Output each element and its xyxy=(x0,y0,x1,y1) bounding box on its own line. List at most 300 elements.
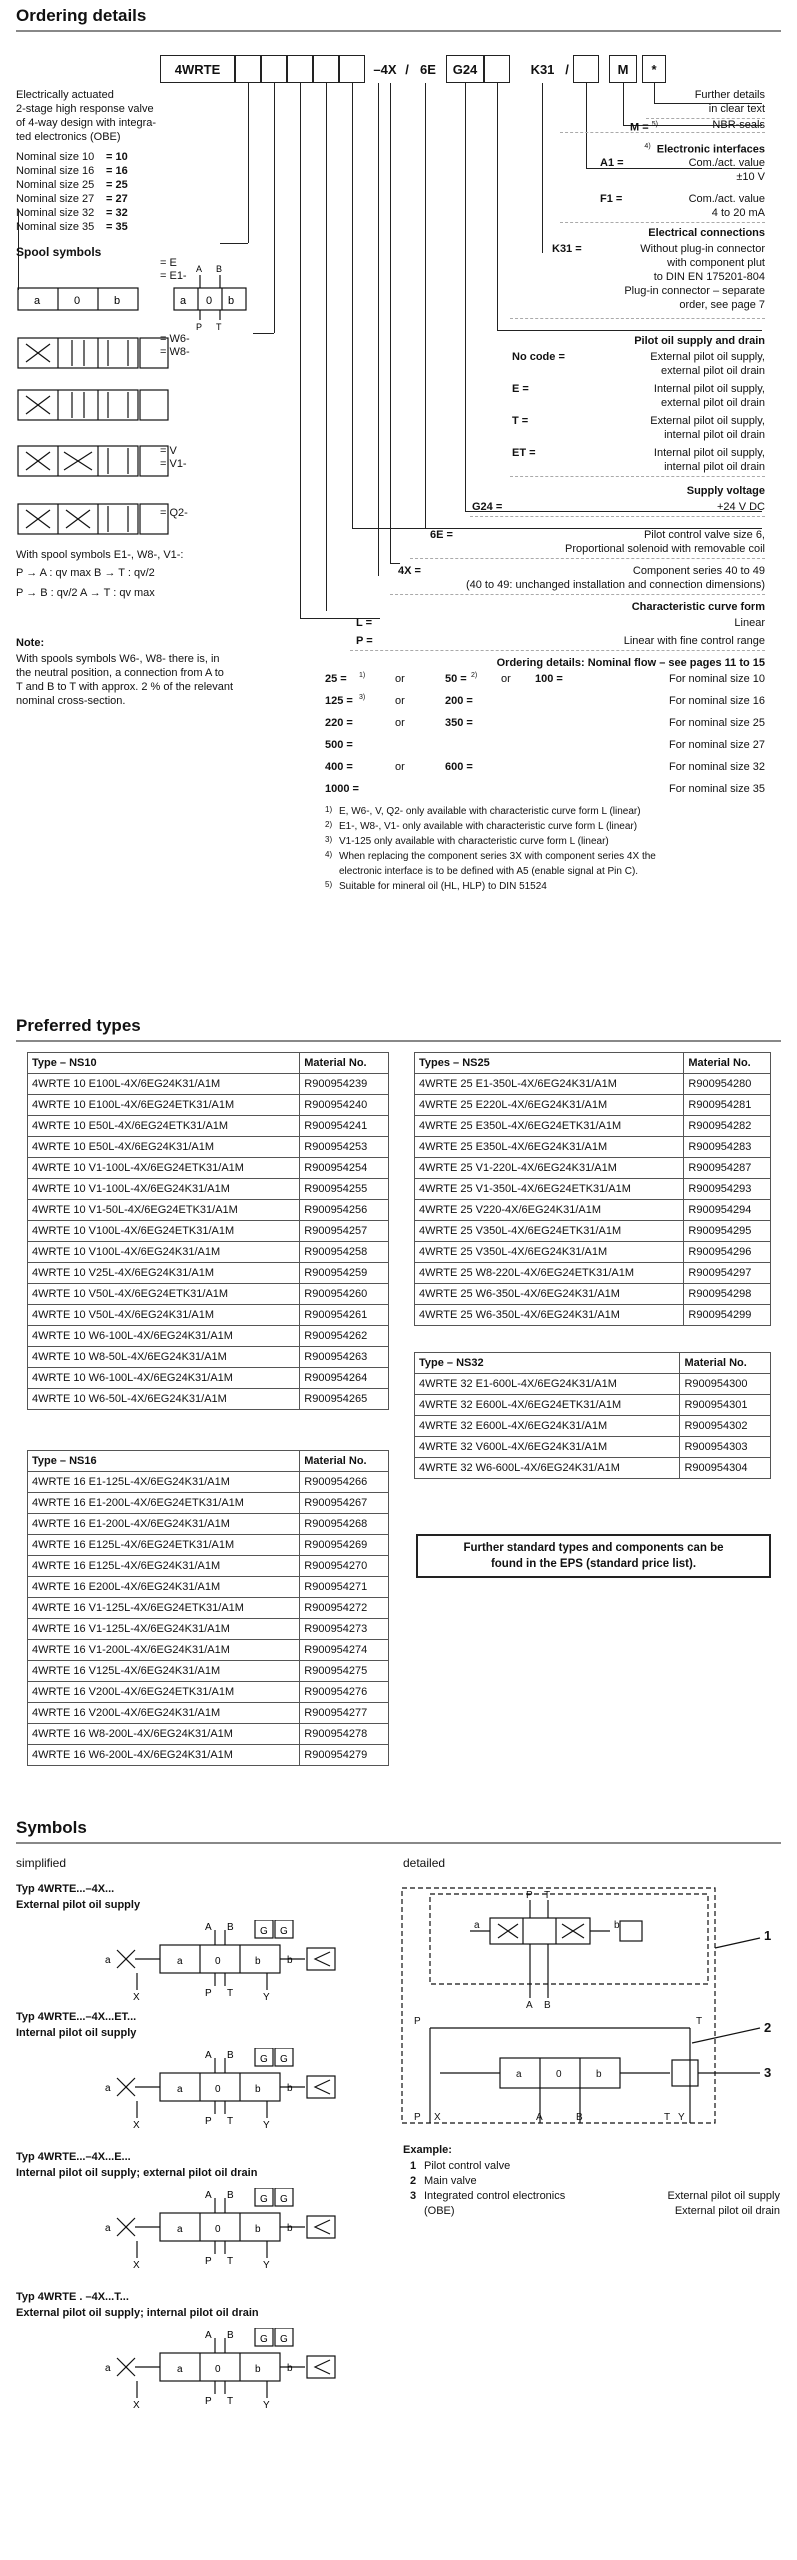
m-value: NBR-seals xyxy=(712,119,765,131)
table-ns25 xyxy=(414,1052,771,1326)
further-note-line: found in the EPS (standard price list). xyxy=(490,1558,697,1570)
type-cell: 4WRTE 10 W6-100L-4X/6EG24K31/A1M xyxy=(28,1368,300,1389)
material-cell: R900954271 xyxy=(300,1577,389,1598)
type-cell: 4WRTE 10 V1-100L-4X/6EG24K31/A1M xyxy=(28,1179,300,1200)
valve-label-a: a xyxy=(177,2084,183,2095)
callout-2: 2 xyxy=(764,2020,772,2035)
intro-line: of 4-way design with integra- xyxy=(16,117,157,129)
material-cell: R900954253 xyxy=(300,1137,389,1158)
p-value: Linear with fine control range xyxy=(623,635,765,647)
code-series: –4X xyxy=(373,61,397,77)
table-row xyxy=(28,1724,389,1745)
material-cell: R900954265 xyxy=(300,1389,389,1410)
symbol-typ: Typ 4WRTE...–4X... xyxy=(16,1883,115,1895)
footnote xyxy=(325,849,775,864)
e-line: external pilot oil drain xyxy=(661,397,765,409)
spool-symbols-diagram xyxy=(16,260,256,560)
table-row xyxy=(28,1326,389,1347)
table-row xyxy=(28,1263,389,1284)
table-row xyxy=(28,1640,389,1661)
preferred-title: Preferred types xyxy=(16,1016,141,1035)
example-item xyxy=(410,2189,780,2204)
type-cell: 4WRTE 10 W6-100L-4X/6EG24K31/A1M xyxy=(28,1326,300,1347)
material-cell: R900954300 xyxy=(680,1374,771,1395)
size-label: Nominal size 25 xyxy=(16,179,95,191)
example-right: External pilot oil supply xyxy=(667,2190,780,2202)
table-header-cell: Material No. xyxy=(300,1451,389,1472)
valve-label-Y: Y xyxy=(263,1992,270,2000)
example-number: 3 xyxy=(410,2190,417,2202)
type-cell: 4WRTE 16 E1-200L-4X/6EG24K31/A1M xyxy=(28,1514,300,1535)
6e-line: Pilot control valve size 6, xyxy=(643,529,765,541)
type-cell: 4WRTE 16 W8-200L-4X/6EG24K31/A1M xyxy=(28,1724,300,1745)
valve-label-a: a xyxy=(105,2223,111,2234)
note-line: With spools symbols W6-, W8- there is, in xyxy=(16,653,220,665)
type-cell: 4WRTE 25 V1-350L-4X/6EG24ETK31/A1M xyxy=(415,1179,684,1200)
m-code-sup: 5) xyxy=(651,121,658,128)
valve-label-zero: 0 xyxy=(215,2084,221,2095)
l-code: L = xyxy=(356,617,373,629)
material-cell: R900954277 xyxy=(300,1703,389,1724)
table-row xyxy=(28,1682,389,1703)
valve-label-T: T xyxy=(227,2116,234,2127)
material-cell: R900954266 xyxy=(300,1472,389,1493)
footnote xyxy=(325,819,775,834)
flow-value: For nominal size 25 xyxy=(669,717,765,729)
type-cell: 4WRTE 32 E1-600L-4X/6EG24K31/A1M xyxy=(415,1374,680,1395)
type-cell: 4WRTE 16 V125L-4X/6EG24K31/A1M xyxy=(28,1661,300,1682)
type-cell: 4WRTE 16 V200L-4X/6EG24ETK31/A1M xyxy=(28,1682,300,1703)
spool-code: = E1- xyxy=(160,270,187,282)
code-slash: / xyxy=(405,61,409,77)
et-value xyxy=(600,446,765,474)
port-t-label: T xyxy=(216,322,222,332)
table-row xyxy=(415,1263,771,1284)
valve-label-P: P xyxy=(205,1988,212,1999)
code-slot xyxy=(339,55,365,83)
table-row xyxy=(415,1200,771,1221)
note-line: nominal cross-section. xyxy=(16,695,126,707)
det-port-t3: T xyxy=(664,2112,671,2123)
flow-b_sup: 2) xyxy=(471,672,478,679)
nominal-size-row xyxy=(16,164,256,178)
valve-label-G: G xyxy=(280,1926,288,1937)
k31-line: Plug-in connector – separate xyxy=(624,285,765,297)
type-cell: 4WRTE 32 V600L-4X/6EG24K31/A1M xyxy=(415,1437,680,1458)
nominal-flow-row xyxy=(325,672,765,694)
valve-label-a: a xyxy=(105,2363,111,2374)
valve-label-G: G xyxy=(260,2194,268,2205)
6e-line: Proportional solenoid with removable coil xyxy=(565,543,765,555)
divider xyxy=(350,650,765,651)
flow-a: 400 = xyxy=(325,761,353,773)
valve-label-G: G xyxy=(280,2054,288,2065)
flow-b: 200 = xyxy=(445,695,473,707)
valve-label-zero: 0 xyxy=(215,1956,221,1967)
flow-a_sup: 1) xyxy=(359,672,366,679)
detailed-label: detailed xyxy=(403,1856,446,1870)
nominal-size-row xyxy=(16,220,256,234)
material-cell: R900954283 xyxy=(684,1137,771,1158)
nominal-flow-row xyxy=(325,782,765,804)
further-line: in clear text xyxy=(708,103,765,115)
material-cell: R900954256 xyxy=(300,1200,389,1221)
spool-code: = W6- xyxy=(160,333,190,345)
table-row xyxy=(28,1703,389,1724)
divider xyxy=(16,1842,781,1844)
spool-note: With spool symbols E1-, W8-, V1-: xyxy=(16,549,184,561)
type-cell: 4WRTE 16 E200L-4X/6EG24K31/A1M xyxy=(28,1577,300,1598)
valve-symbol xyxy=(75,2188,355,2268)
example-text: Integrated control electronics xyxy=(424,2190,566,2202)
flow-or1: or xyxy=(395,761,405,773)
table-row xyxy=(28,1242,389,1263)
detailed-symbol-diagram xyxy=(400,1878,790,2138)
nominal-flow-row xyxy=(325,738,765,760)
code-slot xyxy=(287,55,313,83)
flow-a: 220 = xyxy=(325,717,353,729)
callout-3: 3 xyxy=(764,2065,772,2080)
code-k31: K31 xyxy=(530,61,555,77)
code-slot xyxy=(261,55,287,83)
size-value: = 25 xyxy=(106,179,128,191)
symbols-title: Symbols xyxy=(16,1818,87,1837)
det-spool-a: a xyxy=(516,2069,522,2080)
6e-value xyxy=(480,528,765,556)
type-cell: 4WRTE 10 E100L-4X/6EG24ETK31/A1M xyxy=(28,1095,300,1116)
table-header-row xyxy=(28,1451,389,1472)
type-cell: 4WRTE 25 V220-4X/6EG24K31/A1M xyxy=(415,1200,684,1221)
type-cell: 4WRTE 32 E600L-4X/6EG24K31/A1M xyxy=(415,1416,680,1437)
cc-title: Characteristic curve form xyxy=(631,601,765,613)
symbol-typ: Typ 4WRTE...–4X...E... xyxy=(16,2151,131,2163)
example-item xyxy=(410,2159,780,2174)
footnote xyxy=(325,834,775,849)
nominal-flow-row xyxy=(325,716,765,738)
det-port-a: A xyxy=(526,2000,533,2011)
type-cell: 4WRTE 16 W6-200L-4X/6EG24K31/A1M xyxy=(28,1745,300,1766)
type-cell: 4WRTE 25 V350L-4X/6EG24ETK31/A1M xyxy=(415,1221,684,1242)
type-cell: 4WRTE 10 W6-50L-4X/6EG24K31/A1M xyxy=(28,1389,300,1410)
f1-line: Com./act. value xyxy=(688,193,765,205)
a1-value xyxy=(640,156,765,184)
example-item xyxy=(410,2174,780,2189)
table-row xyxy=(415,1116,771,1137)
valve-label-B: B xyxy=(227,2330,234,2341)
type-cell: 4WRTE 16 V1-125L-4X/6EG24ETK31/A1M xyxy=(28,1598,300,1619)
valve-label-X: X xyxy=(133,2400,140,2408)
example-text: (OBE) xyxy=(424,2205,455,2217)
code-slot xyxy=(484,55,510,83)
material-cell: R900954258 xyxy=(300,1242,389,1263)
note-line: the neutral position, a connection from A to xyxy=(16,667,224,679)
nocode-code: No code = xyxy=(512,351,565,363)
footnote-number: 2) xyxy=(325,820,333,829)
valve-label-a: a xyxy=(105,2083,111,2094)
k31-code: K31 = xyxy=(552,243,582,255)
nocode-value xyxy=(600,350,765,378)
table-row xyxy=(415,1179,771,1200)
det-port-b2: B xyxy=(576,2112,583,2123)
table-header-cell: Type – NS16 xyxy=(28,1451,300,1472)
material-cell: R900954262 xyxy=(300,1326,389,1347)
type-cell: 4WRTE 10 E50L-4X/6EG24ETK31/A1M xyxy=(28,1116,300,1137)
size-value: = 35 xyxy=(106,221,128,233)
table-header-cell: Material No. xyxy=(300,1053,389,1074)
table-row xyxy=(28,1200,389,1221)
a1-line: Com./act. value xyxy=(688,157,765,169)
det-label-a: a xyxy=(474,1920,480,1931)
table-row xyxy=(28,1745,389,1766)
example-number: 2 xyxy=(410,2175,417,2187)
spool-code: = Q2- xyxy=(160,507,188,519)
4x-note: (40 to 49: unchanged installation and connection dimensions) xyxy=(465,579,765,591)
flow-or1: or xyxy=(395,717,405,729)
et-code: ET = xyxy=(512,447,536,459)
further-line: Further details xyxy=(694,89,765,101)
table-row xyxy=(28,1116,389,1137)
spool-code: = V xyxy=(160,445,177,457)
flow-value: For nominal size 32 xyxy=(669,761,765,773)
valve-label-X: X xyxy=(133,2120,140,2128)
type-cell: 4WRTE 25 V350L-4X/6EG24K31/A1M xyxy=(415,1242,684,1263)
valve-label-X: X xyxy=(133,2260,140,2268)
example-text: Pilot control valve xyxy=(424,2160,511,2172)
valve-label-A: A xyxy=(205,2190,212,2201)
table-row xyxy=(415,1395,771,1416)
divider xyxy=(16,1040,781,1042)
det-label-b: b xyxy=(614,1920,620,1931)
flow-or2: or xyxy=(501,673,511,685)
f1-value xyxy=(640,192,765,220)
code-6e: 6E xyxy=(420,61,436,77)
material-cell: R900954254 xyxy=(300,1158,389,1179)
table-row xyxy=(415,1095,771,1116)
flow-value: For nominal size 27 xyxy=(669,739,765,751)
symbol-typ: Typ 4WRTE...–4X...ET... xyxy=(16,2011,137,2023)
nocode-line: External pilot oil supply, xyxy=(650,351,765,363)
valve-label-T: T xyxy=(227,2256,234,2267)
spool-label-0: 0 xyxy=(74,295,81,307)
table-header-cell: Type – NS32 xyxy=(415,1353,680,1374)
ei-title-text: Electronic interfaces xyxy=(656,143,765,156)
flow-or1: or xyxy=(395,695,405,707)
det-port-p3: P xyxy=(414,2112,421,2123)
valve-label-b: b xyxy=(255,2084,261,2095)
valve-label-A: A xyxy=(205,2330,212,2341)
note-title: Note: xyxy=(16,637,45,649)
footnote-number: 4) xyxy=(325,850,333,859)
type-cell: 4WRTE 10 V100L-4X/6EG24K31/A1M xyxy=(28,1242,300,1263)
e-value xyxy=(600,382,765,410)
valve-label-a: a xyxy=(177,2364,183,2375)
sv-title: Supply voltage xyxy=(686,485,765,497)
p-code: P = xyxy=(356,635,373,647)
table-row xyxy=(28,1074,389,1095)
size-label: Nominal size 32 xyxy=(16,207,95,219)
valve-label-G: G xyxy=(260,2054,268,2065)
material-cell: R900954287 xyxy=(684,1158,771,1179)
material-cell: R900954297 xyxy=(684,1263,771,1284)
valve-label-G: G xyxy=(260,1926,268,1937)
6e-code: 6E = xyxy=(430,529,453,541)
size-label: Nominal size 10 xyxy=(16,151,95,163)
size-label: Nominal size 35 xyxy=(16,221,95,233)
example-text: Main valve xyxy=(424,2175,477,2187)
type-cell: 4WRTE 16 E1-125L-4X/6EG24K31/A1M xyxy=(28,1472,300,1493)
table-row xyxy=(28,1095,389,1116)
material-cell: R900954281 xyxy=(684,1095,771,1116)
footnote-text: E1-, W8-, V1- only available with characteristic curve form L (linear) xyxy=(339,821,638,832)
table-row xyxy=(28,1493,389,1514)
flow-a: 500 = xyxy=(325,739,353,751)
table-header-cell: Type – NS10 xyxy=(28,1053,300,1074)
nominal-flow-row xyxy=(325,694,765,716)
footnote-text: E, W6-, V, Q2- only available with characteristic curve form L (linear) xyxy=(339,806,641,817)
valve-label-b: b xyxy=(287,2223,293,2234)
ec-title: Electrical connections xyxy=(648,227,765,239)
spool-label-b-small: b xyxy=(228,295,235,307)
valve-label-zero: 0 xyxy=(215,2364,221,2375)
material-cell: R900954267 xyxy=(300,1493,389,1514)
material-cell: R900954302 xyxy=(680,1416,771,1437)
type-cell: 4WRTE 16 V1-200L-4X/6EG24K31/A1M xyxy=(28,1640,300,1661)
flow-value: For nominal size 16 xyxy=(669,695,765,707)
nominal-flow-list xyxy=(325,672,765,804)
size-value: = 27 xyxy=(106,193,128,205)
table-header-cell: Material No. xyxy=(684,1053,771,1074)
table-row xyxy=(28,1577,389,1598)
material-cell: R900954259 xyxy=(300,1263,389,1284)
example-list xyxy=(410,2159,780,2219)
flow-or1: or xyxy=(395,673,405,685)
note-text xyxy=(16,652,276,708)
size-value: = 32 xyxy=(106,207,128,219)
valve-label-G: G xyxy=(260,2334,268,2345)
table-row xyxy=(28,1305,389,1326)
table-header-row xyxy=(28,1053,389,1074)
example-title: Example: xyxy=(403,2144,452,2156)
t-line: internal pilot oil drain xyxy=(664,429,765,441)
nominal-size-row xyxy=(16,192,256,206)
divider xyxy=(16,30,781,32)
flow-a_sup: 3) xyxy=(359,694,366,701)
det-port-b: B xyxy=(544,2000,551,2011)
k31-line: order, see page 7 xyxy=(679,299,765,311)
t-code: T = xyxy=(512,415,529,427)
table-row xyxy=(28,1284,389,1305)
divider xyxy=(510,476,765,477)
table-row xyxy=(415,1284,771,1305)
e-code: E = xyxy=(512,383,529,395)
code-slot xyxy=(313,55,339,83)
spool-code: = V1- xyxy=(160,458,187,470)
type-cell: 4WRTE 25 E350L-4X/6EG24K31/A1M xyxy=(415,1137,684,1158)
nf-title: Ordering details: Nominal flow – see pages 11 to 15 xyxy=(496,657,765,669)
flow-line-2: P → B : qv/2 A → T : qv max xyxy=(16,587,155,599)
valve-label-b: b xyxy=(255,2364,261,2375)
det-port-t: T xyxy=(544,1890,551,1901)
footnote xyxy=(325,864,775,879)
valve-symbol xyxy=(75,2328,355,2408)
example-number: 1 xyxy=(410,2160,417,2172)
valve-label-X: X xyxy=(133,1992,140,2000)
flow-a: 125 = xyxy=(325,695,353,707)
type-cell: 4WRTE 10 V25L-4X/6EG24K31/A1M xyxy=(28,1263,300,1284)
type-cell: 4WRTE 16 E125L-4X/6EG24K31/A1M xyxy=(28,1556,300,1577)
material-cell: R900954257 xyxy=(300,1221,389,1242)
valve-label-b: b xyxy=(287,2083,293,2094)
note-line: T and B to T with approx. 2 % of the relevant xyxy=(16,681,234,693)
size-label: Nominal size 27 xyxy=(16,193,95,205)
symbol-desc: External pilot oil supply xyxy=(16,1899,141,1911)
f1-line: 4 to 20 mA xyxy=(711,207,765,219)
material-cell: R900954240 xyxy=(300,1095,389,1116)
l-value: Linear xyxy=(734,617,765,629)
table-row xyxy=(28,1368,389,1389)
flow-b: 50 = xyxy=(445,673,467,685)
flow-c: 100 = xyxy=(535,673,563,685)
ps-title: Pilot oil supply and drain xyxy=(634,335,765,347)
material-cell: R900954294 xyxy=(684,1200,771,1221)
table-ns10 xyxy=(27,1052,389,1410)
type-cell: 4WRTE 25 W6-350L-4X/6EG24K31/A1M xyxy=(415,1305,684,1326)
further-note-line: Further standard types and components can be xyxy=(463,1542,724,1554)
valve-label-Y: Y xyxy=(263,2400,270,2408)
valve-label-G: G xyxy=(280,2334,288,2345)
intro-line: ted electronics (OBE) xyxy=(16,131,121,143)
table-row xyxy=(415,1437,771,1458)
material-cell: R900954303 xyxy=(680,1437,771,1458)
valve-label-P: P xyxy=(205,2116,212,2127)
k31-line: with component plut xyxy=(667,257,765,269)
flow-b: 600 = xyxy=(445,761,473,773)
nocode-line: external pilot oil drain xyxy=(661,365,765,377)
spool-code: = E xyxy=(160,257,177,269)
e-line: Internal pilot oil supply, xyxy=(653,383,765,395)
symbol-desc: Internal pilot oil supply; external pilot oil drain xyxy=(16,2167,258,2179)
4x-value: Component series 40 to 49 xyxy=(632,565,765,577)
flow-value: For nominal size 35 xyxy=(669,783,765,795)
table-row xyxy=(28,1661,389,1682)
ei-sup: 4) xyxy=(644,143,651,150)
divider xyxy=(390,594,765,595)
type-cell: 4WRTE 10 E50L-4X/6EG24K31/A1M xyxy=(28,1137,300,1158)
type-cell: 4WRTE 10 V50L-4X/6EG24ETK31/A1M xyxy=(28,1284,300,1305)
det-port-y: Y xyxy=(678,2112,685,2123)
material-cell: R900954278 xyxy=(300,1724,389,1745)
example-item xyxy=(410,2204,780,2219)
flow-value: For nominal size 10 xyxy=(669,673,765,685)
table-header-row xyxy=(415,1053,771,1074)
footnote-number: 3) xyxy=(325,835,333,844)
spool-label-0-small: 0 xyxy=(206,295,213,307)
type-cell: 4WRTE 16 E1-200L-4X/6EG24ETK31/A1M xyxy=(28,1493,300,1514)
callout-1: 1 xyxy=(764,1928,772,1943)
code-g24: G24 xyxy=(446,55,484,83)
spool-label-a-small: a xyxy=(180,295,187,307)
further-standard-note xyxy=(416,1534,771,1578)
table-header-cell: Material No. xyxy=(680,1353,771,1374)
type-cell: 4WRTE 25 V1-220L-4X/6EG24K31/A1M xyxy=(415,1158,684,1179)
table-row xyxy=(28,1472,389,1493)
divider xyxy=(560,132,765,133)
port-b-label: B xyxy=(216,264,223,274)
code-slot xyxy=(235,55,261,83)
valve-symbol xyxy=(75,1920,355,2000)
intro-line: Electrically actuated xyxy=(16,89,114,101)
port-p-label: P xyxy=(196,322,203,332)
